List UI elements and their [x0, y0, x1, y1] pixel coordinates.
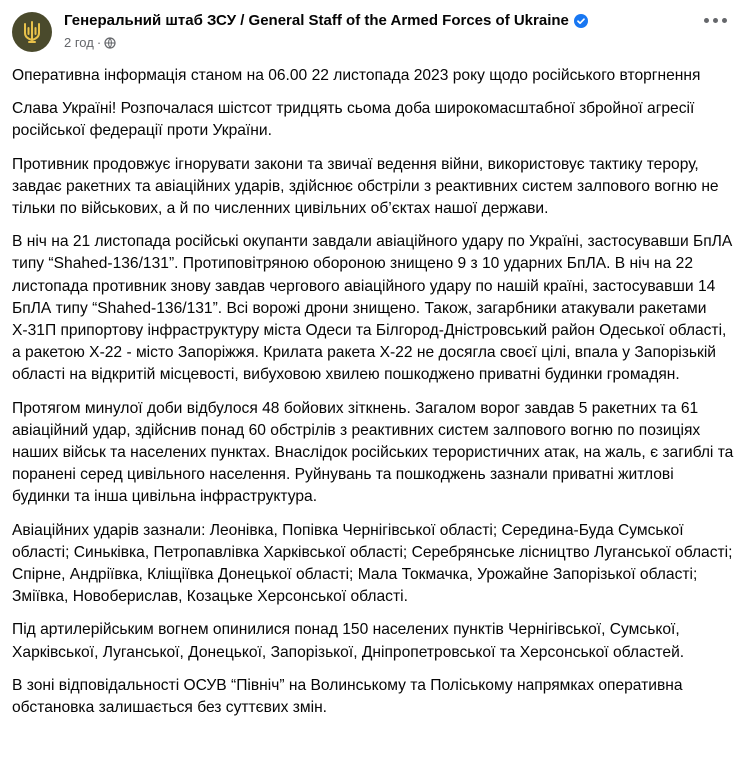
author-name[interactable]: Генеральний штаб ЗСУ / General Staff of the Armed Forces of Ukraine — [64, 12, 569, 29]
post-meta — [64, 35, 588, 50]
paragraph: Протягом минулої доби відбулося 48 бойових зіткнень. Загалом ворог завдав 5 ракетних та 61 авіаційний удар, здійснив понад 60 обстрілів з реактивних систем залпового вогню по позиціях наших військ та населених пунктах. Внаслідок російських терористичних атак, на жаль, є загиблі та поранені серед цивільного населення. Руйнувань та пошкоджень зазнали приватні житлові будинки та інша цивільна інфраструктура. — [12, 399, 734, 506]
more-options-icon[interactable] — [704, 18, 727, 23]
meta-separator: · — [96, 35, 102, 50]
post-time[interactable]: 2 год — [64, 35, 94, 50]
paragraph: Противник продовжує ігнорувати закони та звичаї ведення війни, використовує тактику терору, завдає ракетних та авіаційних ударів, здійснює обстріли з реактивних систем залпового вогню не тільки по військових, а й по численних цивільних об’єктах нашої держави. — [12, 155, 719, 218]
paragraph: Авіаційних ударів зазнали: Леонівка, Попівка Чернігівської області; Середина-Буда Сумської області; Синьківка, Петропавлівка Харківської області; Серебрянське лісництво Луганської області; Спірне, Андріївка, Кліщіївка Донецької області; Мала Токмачка, Урожайне Запорізької області; Зміївка, Новоберислав, Козацьке Херсонської області. — [12, 521, 733, 606]
paragraph: В зоні відповідальності ОСУВ “Північ” на Волинському та Поліському напрямках оперативна обстановка залишається без суттєвих змін. — [12, 676, 683, 717]
paragraph: В ніч на 21 листопада російські окупанти завдали авіаційного удару по Україні, застосувавши БпЛА типу “Shahed-136/131”. Протиповітряною обороною знищено 9 з 10 ударних БпЛА. В ніч на 22 листопада противник знову завдав чергового авіаційного удару по нашій країні, застосувавши 14 БпЛА типу “Shahed-136/131”. Всі ворожі дрони знищено. Також, загарбники атакували ракетами Х-31П припортову інфраструктуру міста Одеси та Білгород-Дністровський район Одеської області, а ракетою Х-22 - місто Запоріжжя. Крилата ракета Х-22 не досягла своєї цілі, впала у Запорізькій області на відкритій місцевості, вибуховою хвилею пошкоджено приватні будинки громадян. — [12, 233, 733, 384]
post-header — [0, 0, 745, 62]
verified-badge-icon — [574, 14, 588, 28]
author-line — [64, 12, 588, 29]
globe-icon[interactable] — [104, 37, 116, 49]
trident-emblem-icon — [19, 19, 45, 45]
paragraph: Під артилерійським вогнем опинилися понад 150 населених пунктів Чернігівської, Сумської, Харківської, Луганської, Донецької, Запорізької, Дніпропетровської та Херсонської областей. — [12, 621, 685, 661]
paragraph: Оперативна інформація станом на 06.00 22 листопада 2023 року щодо російського вторгнення — [12, 67, 701, 84]
avatar[interactable] — [12, 12, 52, 52]
paragraph: Слава Україні! Розпочалася шістсот тридцять сьома доба широкомасштабної збройної агресії російської федерації проти України. — [12, 100, 695, 140]
post-content — [12, 65, 734, 730]
author-block — [64, 12, 588, 50]
